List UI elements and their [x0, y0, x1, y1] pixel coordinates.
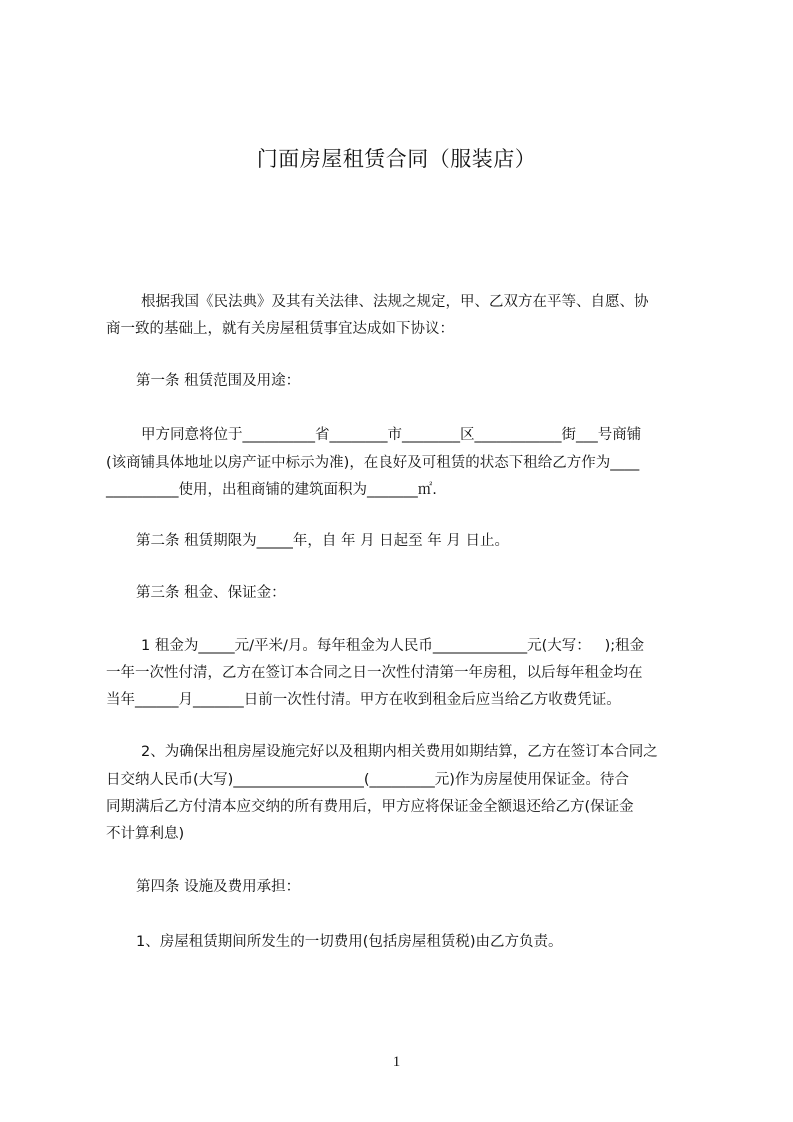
- article4-heading: 第四条 设施及费用承担：: [136, 879, 301, 895]
- page-number: 1: [392, 1054, 401, 1070]
- article3-item1-line-3: 当年______月_______日前一次性付清。甲方在收到租金后应当给乙方收费凭证。: [106, 692, 621, 708]
- article3-item2-line-4: 不计算利息): [106, 826, 185, 842]
- document-title: 门面房屋租赁合同（服装店）: [256, 147, 537, 171]
- article1-heading: 第一条 租赁范围及用途：: [136, 373, 301, 389]
- article3-item2-line-3: 同期满后乙方付清本应交纳的所有费用后，甲方应将保证金全额退还给乙方(保证金: [106, 799, 634, 815]
- article1-line-1: 甲方同意将位于__________省________市________区____________街___号商铺: [141, 427, 642, 443]
- article2-text: 第二条 租赁期限为_____年，自 年 月 日起至 年 月 日止。: [136, 533, 510, 549]
- article3-item1-line-1: 1 租金为_____元/平米/月。每年租金为人民币_____________元(大写： );租金: [141, 638, 645, 654]
- article3-item1-line-2: 一年一次性付清，乙方在签订本合同之日一次性付清第一年房租，以后每年租金均在: [106, 665, 643, 681]
- article1-line-3: __________使用，出租商铺的建筑面积为_______㎡.: [106, 482, 437, 498]
- article4-item1: 1、房屋租赁期间所发生的一切费用(包括房屋租赁税)由乙方负责。: [136, 934, 563, 950]
- article1-line-2: (该商铺具体地址以房产证中标示为准)，在良好及可租赁的状态下租给乙方作为____: [106, 455, 640, 471]
- article3-item2-line-1: 2、为确保出租房屋设施完好以及租期内相关费用如期结算，乙方在签订本合同之: [141, 744, 658, 760]
- article3-item2-line-2: 日交纳人民币(大写)__________________(_________元)作为房屋使用保证金。待合: [106, 772, 629, 788]
- intro-line-1: 根据我国《民法典》及其有关法律、法规之规定，甲、乙双方在平等、自愿、协: [141, 294, 649, 310]
- intro-line-2: 商一致的基础上，就有关房屋租赁事宜达成如下协议：: [106, 321, 454, 337]
- article3-heading: 第三条 租金、保证金：: [136, 585, 286, 601]
